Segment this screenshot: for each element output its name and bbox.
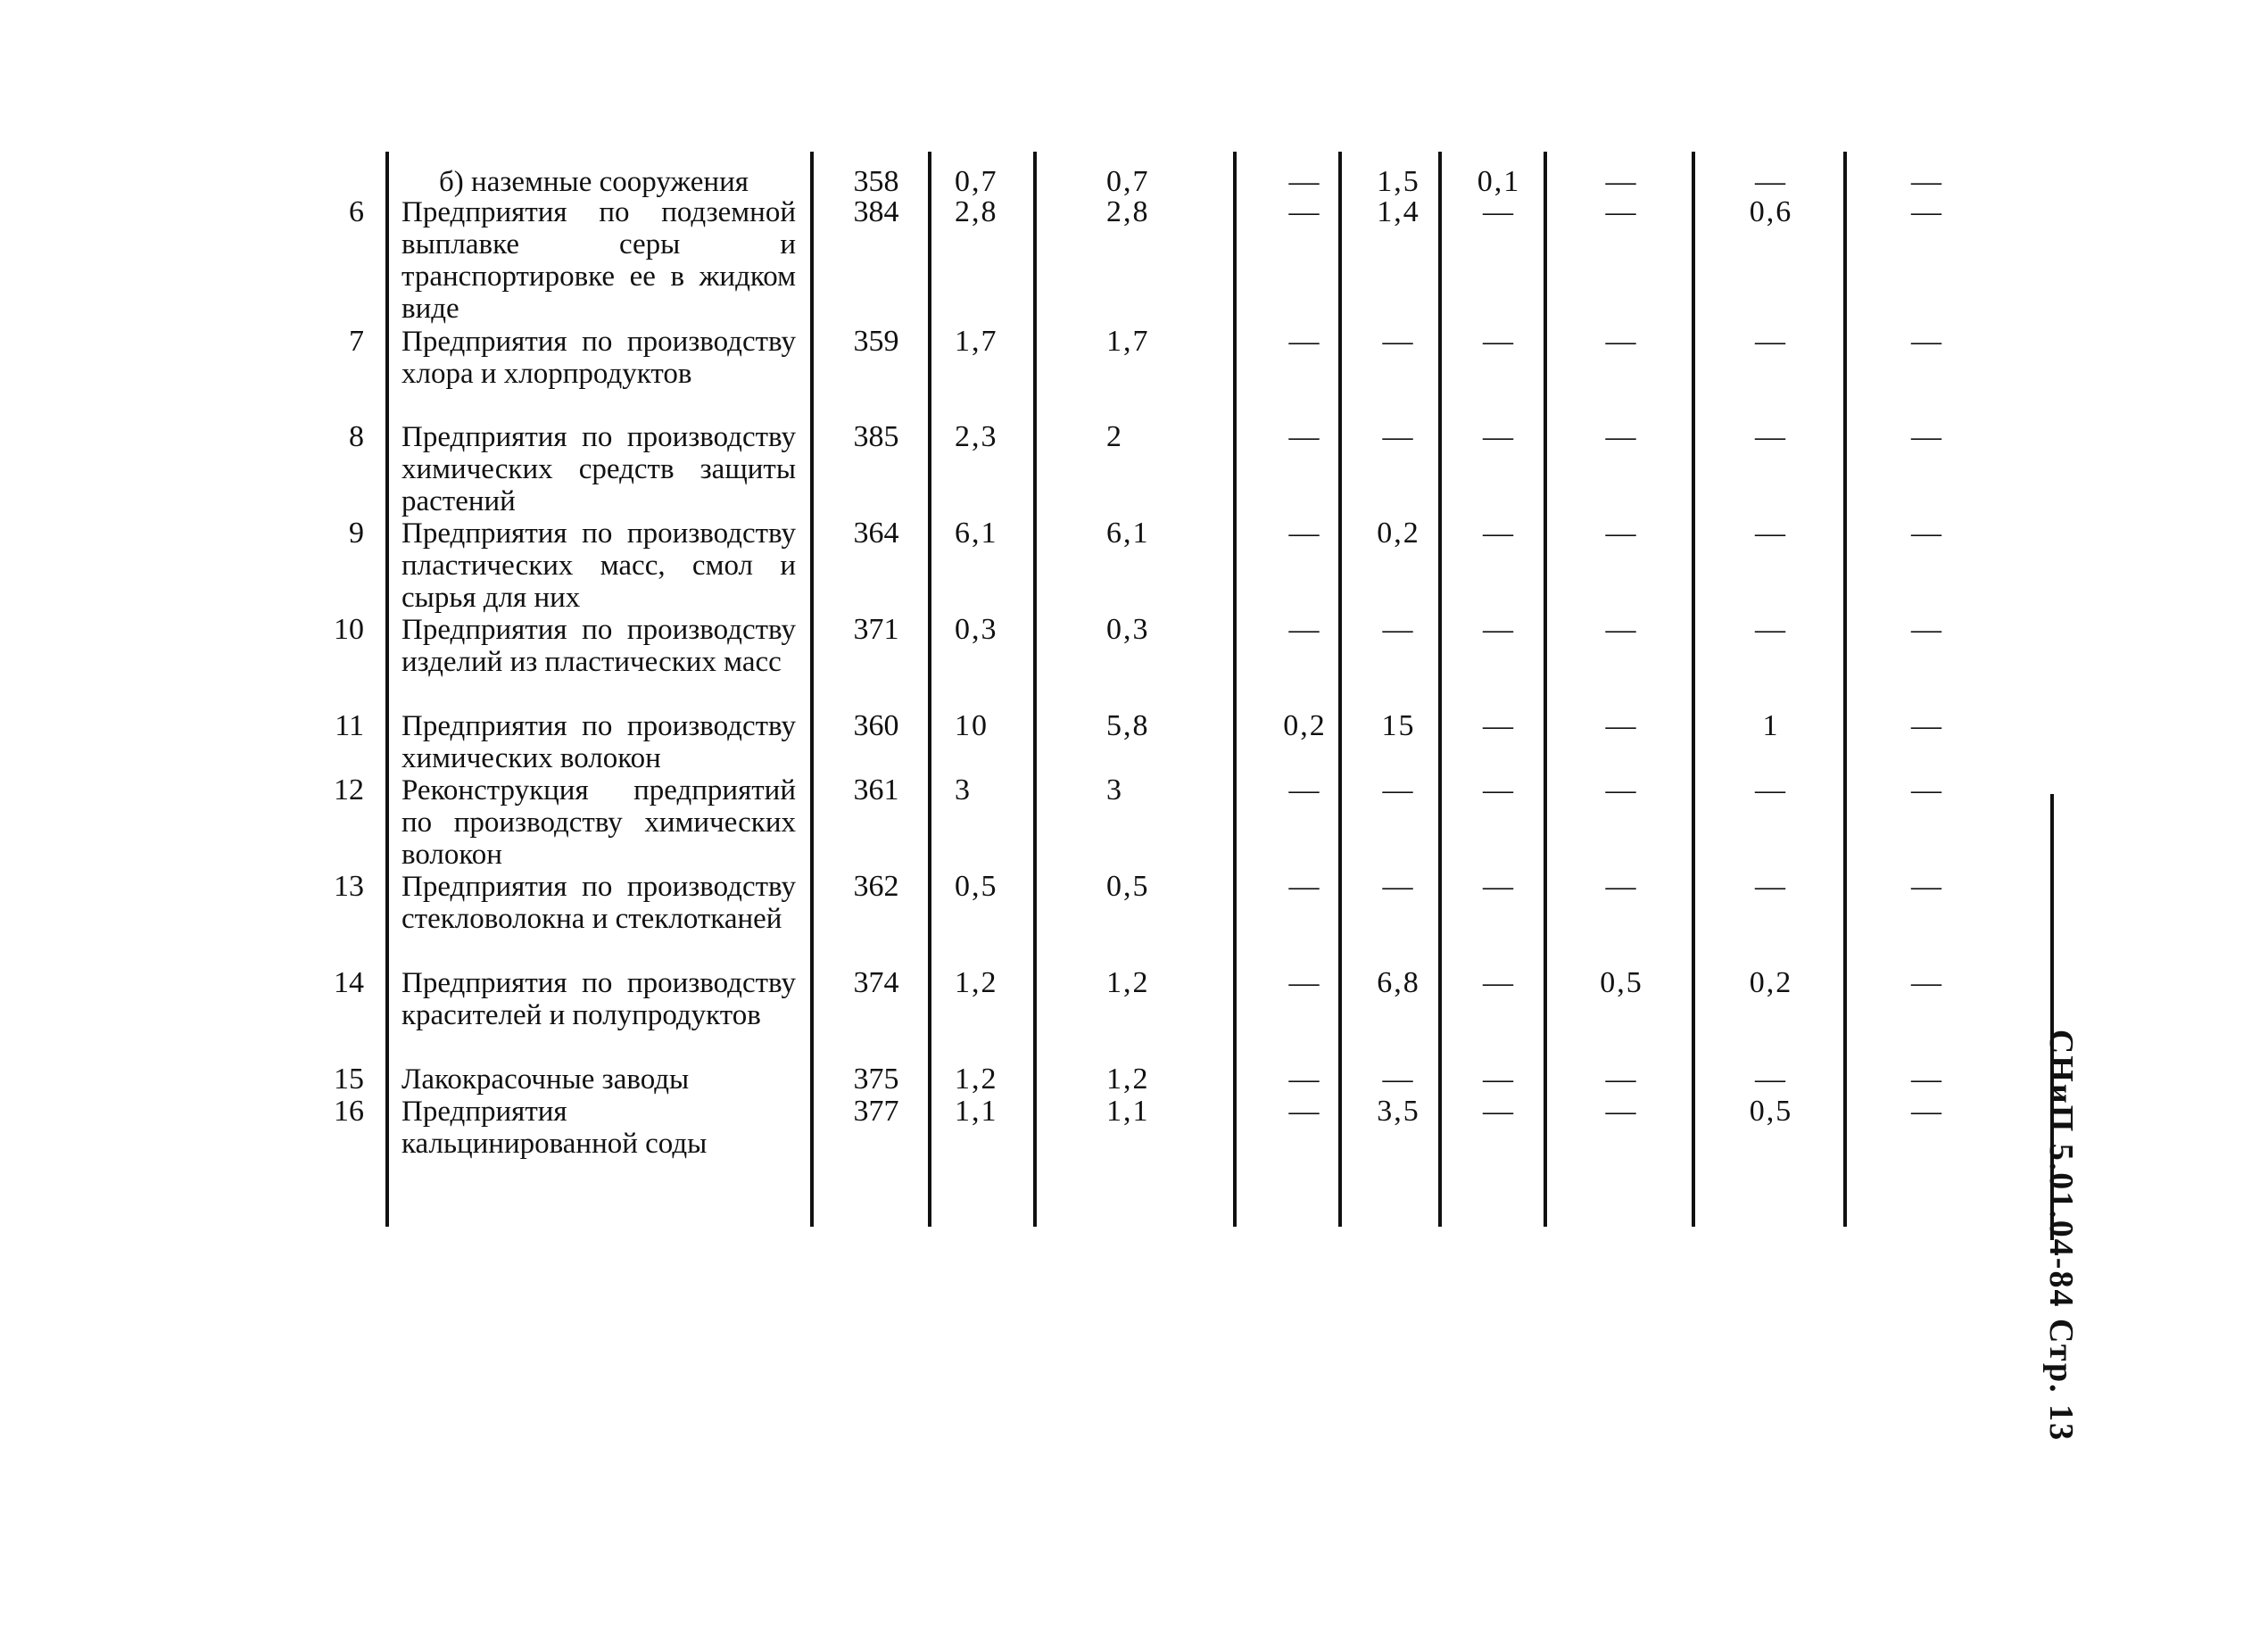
- value-cell: —: [1288, 195, 1321, 228]
- value-cell: —: [1605, 165, 1638, 198]
- value-cell: 1,2: [955, 966, 998, 999]
- value-cell: 0,7: [1106, 165, 1150, 198]
- value-cell: —: [1288, 1063, 1321, 1096]
- row-number: 8: [349, 420, 364, 453]
- row-number: 14: [334, 966, 364, 999]
- row-code: 359: [853, 325, 899, 358]
- value-cell: 0,3: [955, 613, 998, 646]
- value-cell: —: [1911, 709, 1943, 742]
- row-name: Предприятия по производству хлора и хлорпродуктов: [401, 326, 796, 390]
- row-name: Предприятия кальцинированной соды: [401, 1096, 708, 1160]
- value-cell: —: [1911, 165, 1943, 198]
- value-cell: —: [1483, 613, 1515, 646]
- value-cell: 0,2: [1749, 966, 1793, 999]
- row-name: Лакокрасочные заводы: [401, 1063, 690, 1096]
- value-cell: 1,2: [1106, 1063, 1150, 1096]
- value-cell: 6,8: [1377, 966, 1420, 999]
- value-cell: —: [1605, 773, 1638, 806]
- column-rule: [385, 152, 389, 1227]
- column-rule: [1233, 152, 1237, 1227]
- value-cell: 15: [1381, 709, 1416, 742]
- value-cell: —: [1605, 195, 1638, 228]
- value-cell: —: [1911, 773, 1943, 806]
- value-cell: —: [1755, 1063, 1787, 1096]
- row-code: 384: [853, 195, 899, 228]
- row-number: 13: [334, 870, 364, 903]
- page-label: СНиП 5.01.04-84 Стр. 13: [2042, 1029, 2080, 1443]
- row-number: 9: [349, 517, 364, 550]
- value-cell: —: [1755, 325, 1787, 358]
- value-cell: —: [1288, 613, 1321, 646]
- row-number: 6: [349, 195, 364, 228]
- row-name: Предприятия по подземной выплавке серы и транспортировке ее в жидком виде: [401, 196, 796, 325]
- value-cell: —: [1288, 870, 1321, 903]
- value-cell: 1: [1762, 709, 1780, 742]
- value-cell: —: [1483, 773, 1515, 806]
- value-cell: —: [1755, 613, 1787, 646]
- value-cell: —: [1483, 1095, 1515, 1128]
- value-cell: —: [1288, 1095, 1321, 1128]
- value-cell: —: [1605, 709, 1638, 742]
- value-cell: —: [1483, 709, 1515, 742]
- value-cell: —: [1755, 517, 1787, 550]
- value-cell: —: [1911, 517, 1943, 550]
- value-cell: 3,5: [1377, 1095, 1420, 1128]
- value-cell: —: [1605, 420, 1638, 453]
- value-cell: —: [1605, 517, 1638, 550]
- value-cell: —: [1755, 870, 1787, 903]
- row-name: Предприятия по производству химических средств защиты растений: [401, 421, 796, 517]
- value-cell: —: [1288, 773, 1321, 806]
- value-cell: —: [1755, 420, 1787, 453]
- row-code: 362: [853, 870, 899, 903]
- value-cell: 0,7: [955, 165, 998, 198]
- value-cell: —: [1382, 613, 1415, 646]
- value-cell: 6,1: [955, 517, 998, 550]
- value-cell: 0,6: [1749, 195, 1793, 228]
- row-name: Реконструкция предприятий по производству химических волокон: [401, 774, 796, 871]
- value-cell: 0,5: [1749, 1095, 1793, 1128]
- row-code: 374: [853, 966, 899, 999]
- value-cell: 1,4: [1377, 195, 1420, 228]
- value-cell: 1,1: [1106, 1095, 1150, 1128]
- value-cell: —: [1605, 870, 1638, 903]
- value-cell: 1,2: [955, 1063, 998, 1096]
- row-code: 385: [853, 420, 899, 453]
- row-name: Предприятия по производству стекловолокна и стеклотканей: [401, 871, 796, 935]
- value-cell: 0,1: [1477, 165, 1521, 198]
- value-cell: —: [1382, 1063, 1415, 1096]
- value-cell: —: [1483, 325, 1515, 358]
- value-cell: 6,1: [1106, 517, 1150, 550]
- row-code: 377: [853, 1095, 899, 1128]
- row-name: Предприятия по производству красителей и полупродуктов: [401, 967, 796, 1031]
- value-cell: —: [1911, 195, 1943, 228]
- value-cell: —: [1911, 1063, 1943, 1096]
- value-cell: —: [1483, 1063, 1515, 1096]
- value-cell: —: [1605, 613, 1638, 646]
- value-cell: 0,2: [1283, 709, 1327, 742]
- value-cell: 2,8: [955, 195, 998, 228]
- value-cell: —: [1382, 325, 1415, 358]
- value-cell: 1,7: [1106, 325, 1150, 358]
- value-cell: 1,5: [1377, 165, 1420, 198]
- value-cell: —: [1483, 966, 1515, 999]
- value-cell: —: [1483, 195, 1515, 228]
- value-cell: 0,2: [1377, 517, 1420, 550]
- value-cell: 10: [955, 709, 989, 742]
- column-rule: [928, 152, 931, 1227]
- column-rule: [1843, 152, 1847, 1227]
- value-cell: 3: [1106, 773, 1123, 806]
- row-number: 12: [334, 773, 364, 806]
- value-cell: —: [1911, 613, 1943, 646]
- row-name: Предприятия по производству изделий из пластических масс: [401, 614, 796, 678]
- value-cell: 2: [1106, 420, 1123, 453]
- value-cell: —: [1605, 1095, 1638, 1128]
- value-cell: —: [1483, 420, 1515, 453]
- value-cell: —: [1288, 966, 1321, 999]
- value-cell: 0,3: [1106, 613, 1150, 646]
- value-cell: —: [1382, 870, 1415, 903]
- value-cell: —: [1755, 773, 1787, 806]
- value-cell: 1,1: [955, 1095, 998, 1128]
- row-number: 15: [334, 1063, 364, 1096]
- row-code: 364: [853, 517, 899, 550]
- value-cell: 2,3: [955, 420, 998, 453]
- row-code: 361: [853, 773, 899, 806]
- value-cell: —: [1911, 325, 1943, 358]
- value-cell: —: [1911, 1095, 1943, 1128]
- value-cell: 1,2: [1106, 966, 1150, 999]
- value-cell: 0,5: [1106, 870, 1150, 903]
- value-cell: —: [1288, 420, 1321, 453]
- row-code: 358: [853, 165, 899, 198]
- value-cell: —: [1483, 870, 1515, 903]
- value-cell: —: [1382, 420, 1415, 453]
- row-code: 371: [853, 613, 899, 646]
- value-cell: —: [1911, 966, 1943, 999]
- value-cell: 3: [955, 773, 972, 806]
- value-cell: —: [1605, 1063, 1638, 1096]
- value-cell: 5,8: [1106, 709, 1150, 742]
- row-number: 7: [349, 325, 364, 358]
- value-cell: —: [1288, 517, 1321, 550]
- value-cell: —: [1288, 325, 1321, 358]
- row-name: Предприятия по производству пластических масс, смол и сырья для них: [401, 517, 796, 614]
- row-name: б) наземные сооружения: [439, 166, 749, 198]
- row-number: 11: [335, 709, 364, 742]
- value-cell: —: [1605, 325, 1638, 358]
- value-cell: 2,8: [1106, 195, 1150, 228]
- value-cell: 1,7: [955, 325, 998, 358]
- value-cell: —: [1911, 420, 1943, 453]
- value-cell: —: [1911, 870, 1943, 903]
- value-cell: —: [1382, 773, 1415, 806]
- value-cell: 0,5: [955, 870, 998, 903]
- row-code: 375: [853, 1063, 899, 1096]
- value-cell: —: [1755, 165, 1787, 198]
- row-code: 360: [853, 709, 899, 742]
- value-cell: 0,5: [1600, 966, 1643, 999]
- column-rule: [1692, 152, 1695, 1227]
- row-number: 16: [334, 1095, 364, 1128]
- column-rule: [810, 152, 814, 1227]
- value-cell: —: [1483, 517, 1515, 550]
- row-name: Предприятия по производству химических волокон: [401, 710, 796, 774]
- row-number: 10: [334, 613, 364, 646]
- value-cell: —: [1288, 165, 1321, 198]
